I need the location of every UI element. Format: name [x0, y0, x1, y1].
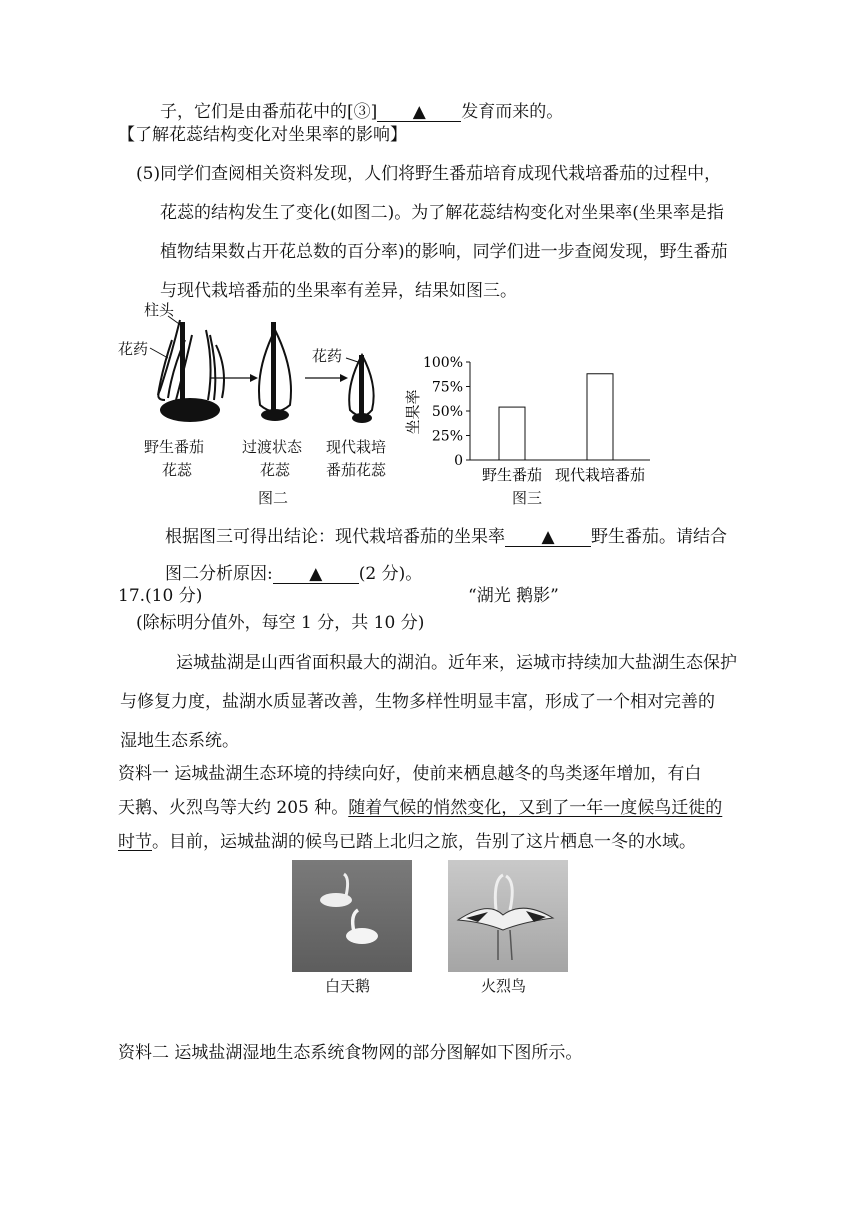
modern-pistil [359, 355, 364, 415]
caption-transition-1: 过渡状态 [242, 438, 303, 456]
figure-2-title: 图二 [258, 489, 289, 507]
modern-base [352, 413, 372, 423]
label-stigma: 柱头 [144, 301, 175, 319]
white-swan-caption: 白天鹅 [325, 977, 371, 995]
arrow-1-head [250, 374, 258, 382]
q5-line-4: 与现代栽培番茄的坐果率有差异，结果如图三。 [160, 281, 517, 301]
material-1-underlined: 随着气候的悄然变化，又到了一年一度候鸟迁徙的 [348, 798, 723, 818]
caption-modern-1: 现代栽培 [326, 438, 387, 456]
material-1-text-end: 。目前，运城盐湖的候鸟已踏上北归之旅，告别了这片栖息一冬的水域。 [152, 832, 696, 852]
caption-transition-2: 花蕊 [260, 461, 291, 479]
answer-blank[interactable]: ▲ [505, 528, 591, 547]
anther-pointer-right [346, 358, 358, 362]
flamingo-photo [448, 860, 568, 972]
figure-2-stamen-diagram [110, 300, 400, 460]
material-1-text: 天鹅、火烈鸟等大约 205 种。 [118, 798, 349, 818]
y-axis-label: 坐果率 [404, 389, 422, 435]
material-1-line-2 [118, 797, 722, 819]
figure-3-bar-chart [400, 350, 660, 485]
transition-pistil [271, 322, 276, 412]
q5-tail-line [160, 101, 563, 123]
conclusion-prefix: 根据图三可得出结论：现代栽培番茄的坐果率 [165, 527, 505, 547]
q17-number: 17.(10 分) [118, 586, 203, 606]
flamingo-figures [448, 860, 568, 972]
material-1-line-3 [118, 831, 696, 853]
caption-wild-1: 野生番茄 [144, 438, 205, 456]
material-1-line-1: 资料一 运城盐湖生态环境的持续向好，使前来栖息越冬的鸟类逐年增加，有白 [118, 764, 702, 784]
answer-blank[interactable]: ▲ [273, 565, 359, 584]
wild-base [160, 398, 220, 422]
material-2-line: 资料二 运城盐湖湿地生态系统食物网的部分图解如下图所示。 [118, 1043, 583, 1063]
wild-stamen-drawing [158, 320, 224, 400]
y-tick-label: 0 [454, 453, 463, 469]
reason-prefix: 图二分析原因: [165, 564, 273, 584]
q5-line-1: (5)同学们查阅相关资料发现，人们将野生番茄培育成现代栽培番茄的过程中， [136, 164, 722, 184]
x-category-label: 现代栽培番茄 [554, 466, 646, 484]
y-tick-label: 75% [431, 379, 463, 396]
conclusion-line-1 [165, 526, 727, 548]
white-swan-photo [292, 860, 412, 972]
caption-wild-2: 花蕊 [162, 461, 193, 479]
q17-note: (除标明分值外，每空 1 分，共 10 分) [136, 613, 425, 633]
label-anther-left: 花药 [118, 340, 149, 358]
swan-figures [292, 860, 412, 972]
q5-tail-prefix: 子，它们是由番茄花中的[③] [160, 102, 378, 122]
q17-para-3: 湿地生态系统。 [120, 731, 239, 751]
q17-para-1: 运城盐湖是山西省面积最大的湖泊。近年来，运城市持续加大盐湖生态保护 [176, 653, 737, 673]
bar-wild-tomato [499, 407, 525, 460]
conclusion-suffix: 野生番茄。请结合 [591, 527, 727, 547]
conclusion-line-2 [165, 563, 422, 585]
q17-para-2: 与修复力度，盐湖水质显著改善，生物多样性明显丰富，形成了一个相对完善的 [120, 692, 715, 712]
material-1-underlined-end: 时节 [118, 832, 152, 852]
q5-line-3: 植物结果数占开花总数的百分率)的影响，同学们进一步查阅发现，野生番茄 [160, 242, 728, 262]
y-tick-label: 50% [431, 404, 463, 420]
transition-base [261, 409, 289, 421]
section-title: 【了解花蕊结构变化对坐果率的影响】 [118, 125, 407, 145]
wild-pistil [180, 322, 185, 402]
y-tick-label: 25% [431, 428, 463, 445]
y-tick-label: 100% [422, 355, 463, 371]
x-category-label: 野生番茄 [481, 466, 543, 484]
figure-3-title: 图三 [512, 489, 543, 507]
q5-tail-suffix: 发育而来的。 [461, 102, 564, 122]
anther-pointer-left [150, 348, 168, 358]
label-anther-right: 花药 [312, 347, 343, 365]
bar-modern-tomato [587, 374, 613, 460]
reason-suffix: (2 分)。 [358, 564, 423, 584]
answer-blank[interactable]: ▲ [377, 103, 461, 122]
q5-line-2: 花蕊的结构发生了变化(如图二)。为了解花蕊结构变化对坐果率(坐果率是指 [160, 203, 724, 223]
flamingo-caption: 火烈鸟 [481, 977, 527, 995]
caption-modern-2: 番茄花蕊 [326, 461, 387, 479]
q17-title: “湖光 鹅影” [468, 586, 559, 606]
arrow-2-head [340, 374, 348, 382]
